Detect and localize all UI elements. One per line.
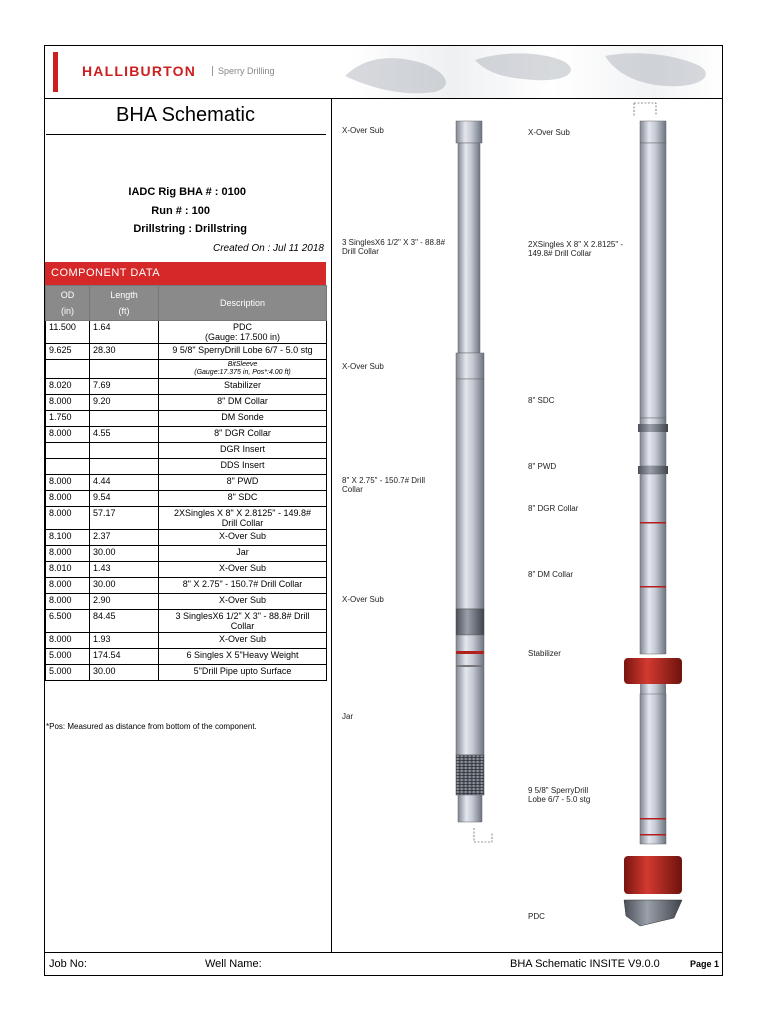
label-x-over-sub-3: X-Over Sub [342, 595, 384, 604]
label-motor: 9 5/8" SperryDrill Lobe 6/7 - 5.0 stg [528, 786, 591, 804]
cell-description: 8" DM Collar [159, 395, 327, 411]
jar-ring-1 [456, 651, 484, 654]
cell-description: 2XSingles X 8" X 2.8125" - 149.8# Drill Collar [159, 507, 327, 530]
cell-description: 6 Singles X 5"Heavy Weight [159, 649, 327, 665]
cell-length: 9.54 [90, 491, 159, 507]
page-title: BHA Schematic [116, 104, 255, 126]
cell-od: 1.750 [46, 411, 90, 427]
left-string [456, 121, 492, 842]
rig-bha-label: IADC Rig BHA # : [128, 186, 219, 198]
sdc-band [638, 424, 668, 432]
cell-description: X-Over Sub [159, 562, 327, 578]
drillstring-label: Drillstring [133, 223, 186, 235]
jar-grip [456, 755, 484, 795]
label-drill-collar-6-5: 3 SinglesX6 1/2" X 3" - 88.8# Drill Collar [342, 238, 446, 256]
cell-length: 1.93 [90, 633, 159, 649]
label-jar: Jar [342, 712, 354, 721]
cell-od: 8.000 [46, 578, 90, 594]
cell-description: DDS Insert [159, 459, 327, 475]
cell-length: 30.00 [90, 665, 159, 681]
bit-sleeve [624, 856, 682, 894]
cell-description: 9 5/8" SperryDrill Lobe 6/7 - 5.0 stg [159, 344, 327, 360]
cell-length: 9.20 [90, 395, 159, 411]
label-dgr-collar: 8" DGR Collar [528, 504, 579, 513]
col-description: Description [159, 286, 327, 321]
software-label: BHA Schematic INSITE V9.0.0 [510, 958, 660, 970]
cell-description: X-Over Sub [159, 633, 327, 649]
page-footer [45, 952, 722, 976]
run-label: Run # : [151, 205, 189, 217]
cell-od: 8.000 [46, 507, 90, 530]
page-number: Page 1 [690, 959, 720, 969]
label-sdc: 8" SDC [528, 396, 555, 405]
cell-description: DM Sonde [159, 411, 327, 427]
cell-length: 1.64 [90, 321, 159, 344]
red-line-1 [640, 522, 666, 524]
cell-od: 8.000 [46, 475, 90, 491]
cell-od: 8.000 [46, 427, 90, 443]
cell-length: 2.90 [90, 594, 159, 610]
cell-description: Stabilizer [159, 379, 327, 395]
cell-od: 8.000 [46, 633, 90, 649]
job-no-label: Job No: [49, 958, 87, 970]
jar-bottom [458, 795, 482, 822]
red-line-2 [640, 586, 666, 588]
cell-od: 8.000 [46, 395, 90, 411]
col-length: Length (ft) [90, 286, 159, 321]
well-name-label: Well Name: [205, 958, 262, 970]
cell-od: 8.020 [46, 379, 90, 395]
drill-collar-8 [456, 379, 484, 609]
stabilizer-body [640, 684, 666, 694]
right-string [624, 103, 682, 926]
cell-length: 30.00 [90, 546, 159, 562]
label-x-over-sub-1: X-Over Sub [342, 126, 384, 135]
pdc-bit [624, 900, 682, 926]
cell-length: 4.55 [90, 427, 159, 443]
division-label: Sperry Drilling [212, 66, 275, 76]
cell-length: 84.45 [90, 610, 159, 633]
created-on: Created On : Jul 11 2018 [213, 243, 324, 254]
cell-od: 5.000 [46, 665, 90, 681]
cell-description: DGR Insert [159, 443, 327, 459]
label-dm-collar: 8" DM Collar [528, 570, 574, 579]
dgr-collar [640, 474, 666, 654]
component-data-header: COMPONENT DATA [45, 262, 326, 285]
x-over-sub-low [456, 609, 484, 635]
cell-description: PDC (Gauge: 17.500 in) [159, 321, 327, 344]
x-over-sub-top [456, 121, 482, 143]
cell-description: Jar [159, 546, 327, 562]
drill-collar-6-5 [458, 143, 480, 353]
cell-length: 7.69 [90, 379, 159, 395]
cell-od: 8.000 [46, 546, 90, 562]
cell-length: 30.00 [90, 578, 159, 594]
cell-od: 8.000 [46, 491, 90, 507]
cell-od: 8.000 [46, 594, 90, 610]
cell-length: 174.54 [90, 649, 159, 665]
cell-description: 8" PWD [159, 475, 327, 491]
cell-description: 5"Drill Pipe upto Surface [159, 665, 327, 681]
halliburton-logo: HALLIBURTON [82, 63, 197, 79]
label-collar-2x: 2XSingles X 8" X 2.8125" - 149.8# Drill Collar [528, 240, 624, 258]
cell-length: 28.30 [90, 344, 159, 360]
cell-description: 8" X 2.75" - 150.7# Drill Collar [159, 578, 327, 594]
cell-od: 6.500 [46, 610, 90, 633]
rig-bha-value: 0100 [221, 186, 246, 198]
cell-length: 4.44 [90, 475, 159, 491]
motor-body [640, 694, 666, 844]
drillstring-value: : Drillstring [188, 223, 247, 235]
cell-length: 1.43 [90, 562, 159, 578]
cell-description: 8" DGR Collar [159, 427, 327, 443]
cell-od: 5.000 [46, 649, 90, 665]
cell-length: 57.17 [90, 507, 159, 530]
label-pwd: 8" PWD [528, 462, 557, 471]
bottom-marker [474, 828, 492, 842]
cell-description: X-Over Sub [159, 530, 327, 546]
pwd-band [638, 466, 668, 474]
cell-description: BitSleeve (Gauge:17.375 in, Pos*:4.00 ft) [159, 360, 327, 379]
cell-od: 11.500 [46, 321, 90, 344]
label-drill-collar-8: 8" X 2.75" - 150.7# Drill Collar [342, 476, 426, 494]
cell-od: 9.625 [46, 344, 90, 360]
cell-length: 2.37 [90, 530, 159, 546]
red-line-3 [640, 818, 666, 820]
stabilizer-blades [624, 658, 682, 684]
jar-ring-2 [456, 665, 484, 667]
label-x-over-sub-2: X-Over Sub [342, 362, 384, 371]
label-x-over-sub-right: X-Over Sub [528, 128, 570, 137]
cell-description: 8" SDC [159, 491, 327, 507]
label-stabilizer: Stabilizer [528, 649, 561, 658]
top-marker [634, 103, 656, 116]
run-value: 100 [191, 205, 210, 217]
label-pdc: PDC [528, 912, 545, 921]
footnote: *Pos: Measured as distance from bottom of the component. [46, 722, 257, 731]
col-od: OD (in) [46, 286, 90, 321]
cell-description: X-Over Sub [159, 594, 327, 610]
cell-description: 3 SinglesX6 1/2" X 3" - 88.8# Drill Collar [159, 610, 327, 633]
cell-od: 8.010 [46, 562, 90, 578]
red-line-4 [640, 834, 666, 836]
collar-2x [640, 143, 666, 418]
cell-od: 8.100 [46, 530, 90, 546]
x-over-sub-mid [456, 353, 484, 379]
x-over-sub-right [640, 121, 666, 143]
